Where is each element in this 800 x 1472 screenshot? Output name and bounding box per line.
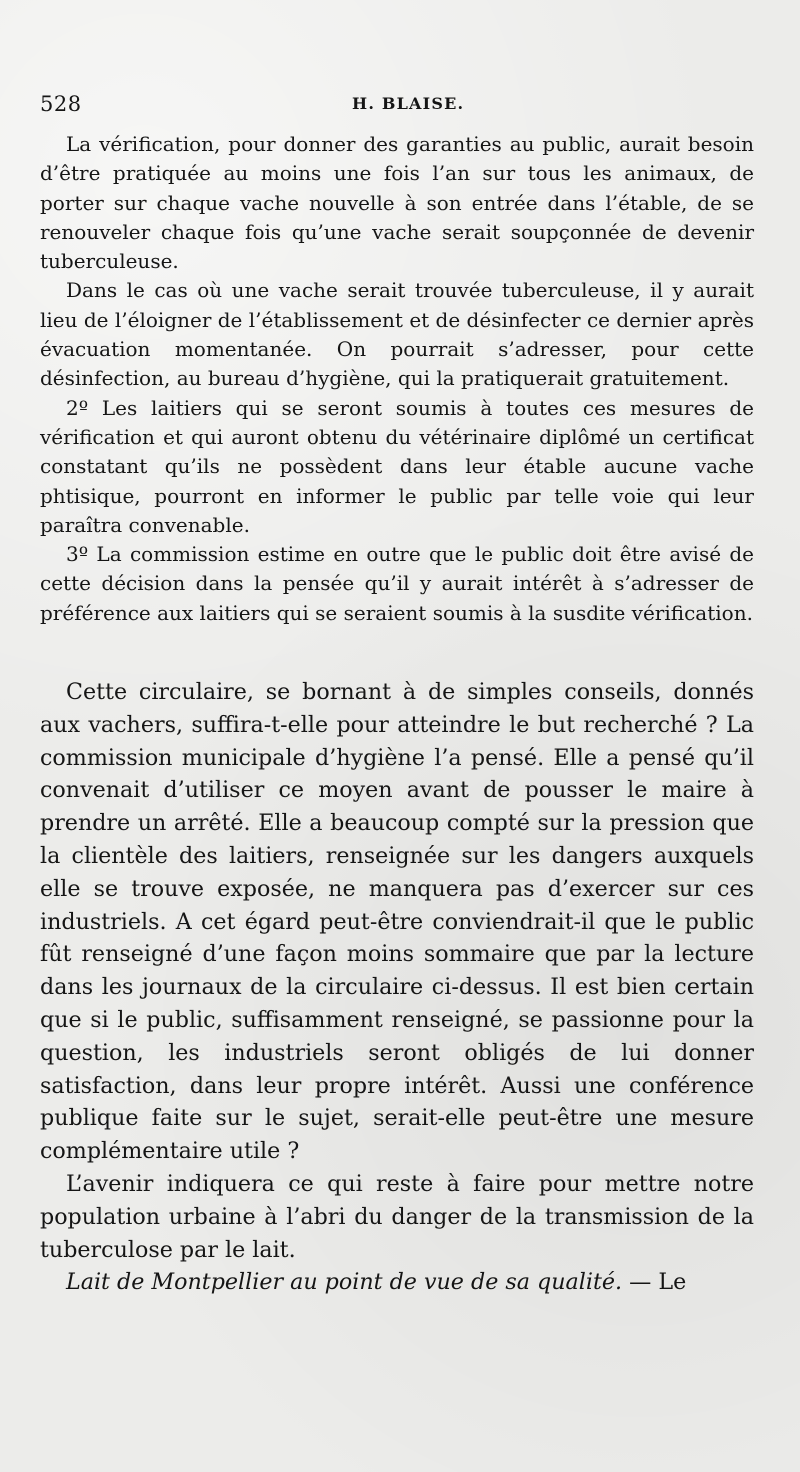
running-head: [40, 92, 754, 122]
section-heading: [40, 1266, 754, 1299]
body-paragraph: L’avenir indiquera ce qui reste à faire pour mettre notre population urbaine à l’abri du danger de la transmission de la tuberculose par le lait.: [40, 1171, 754, 1263]
section-heading-italic: Lait de Montpellier au point de vue de sa qualité.: [66, 1269, 623, 1296]
quoted-paragraph: Dans le cas où une vache serait trouvée tuberculeuse, il y aurait lieu de l’éloigner de l’établissement et de désinfecter ce dernier après évacuation momentanée. On pourrait s’adresser, pour cette désinfection, au bureau d’hygiène, qui la pratiquerait gratuitement.: [40, 278, 754, 391]
body-paragraph: Cette circulaire, se bornant à de simples conseils, donnés aux vachers, suffira-t-elle pour atteindre le but recherché ? La commission municipale d’hygiène l’a pensé. Elle a pensé qu’il convenait d’utiliser ce moyen avant de pousser le maire à prendre un arrêté. Elle a beaucoup compté sur la pression que la clientèle des laitiers, renseignée sur les dangers auxquels elle se trouve exposée, ne manquera pas d’exercer sur ces industriels. A cet égard peut-être conviendrait-il que le public fût renseigné d’une façon moins sommaire que par la lecture dans les journaux de la circulaire ci-dessus. Il est bien certain que si le public, suffisamment renseigné, se passionne pour la question, les industriels seront obligés de lui donner satisfaction, dans leur propre intérêt. Aussi une conférence publique faite sur le sujet, serait-elle peut-être une mesure complémentaire utile ?: [40, 679, 754, 1165]
section-heading-rest: — Le: [622, 1269, 687, 1296]
main-text: [40, 676, 754, 1299]
quoted-paragraph: 3º La commission estime en outre que le public doit être avisé de cette décision dans la pensée qu’il y aurait intérêt à s’adresser de préférence aux laitiers qui se seraient soumis à la susdite vérification.: [40, 542, 754, 625]
quoted-circular-text: [40, 130, 754, 628]
quoted-paragraph: La vérification, pour donner des garanties au public, aurait besoin d’être pratiquée au moins une fois l’an sur tous les animaux, de porter sur chaque vache nouvelle à son entrée dans l’étable, de se renouveler chaque fois qu’une vache serait soupçonnée de devenir tuberculeuse.: [40, 132, 754, 274]
page-number: 528: [40, 92, 82, 116]
quoted-paragraph: 2º Les laitiers qui se seront soumis à toutes ces mesures de vérification et qui auront obtenu du vétérinaire diplômé un certificat constatant qu’ils ne possèdent dans leur étable aucune vache phtisique, pourront en informer le public par telle voie qui leur paraîtra convenable.: [40, 395, 754, 537]
running-head-author: H. BLAISE.: [352, 94, 465, 113]
